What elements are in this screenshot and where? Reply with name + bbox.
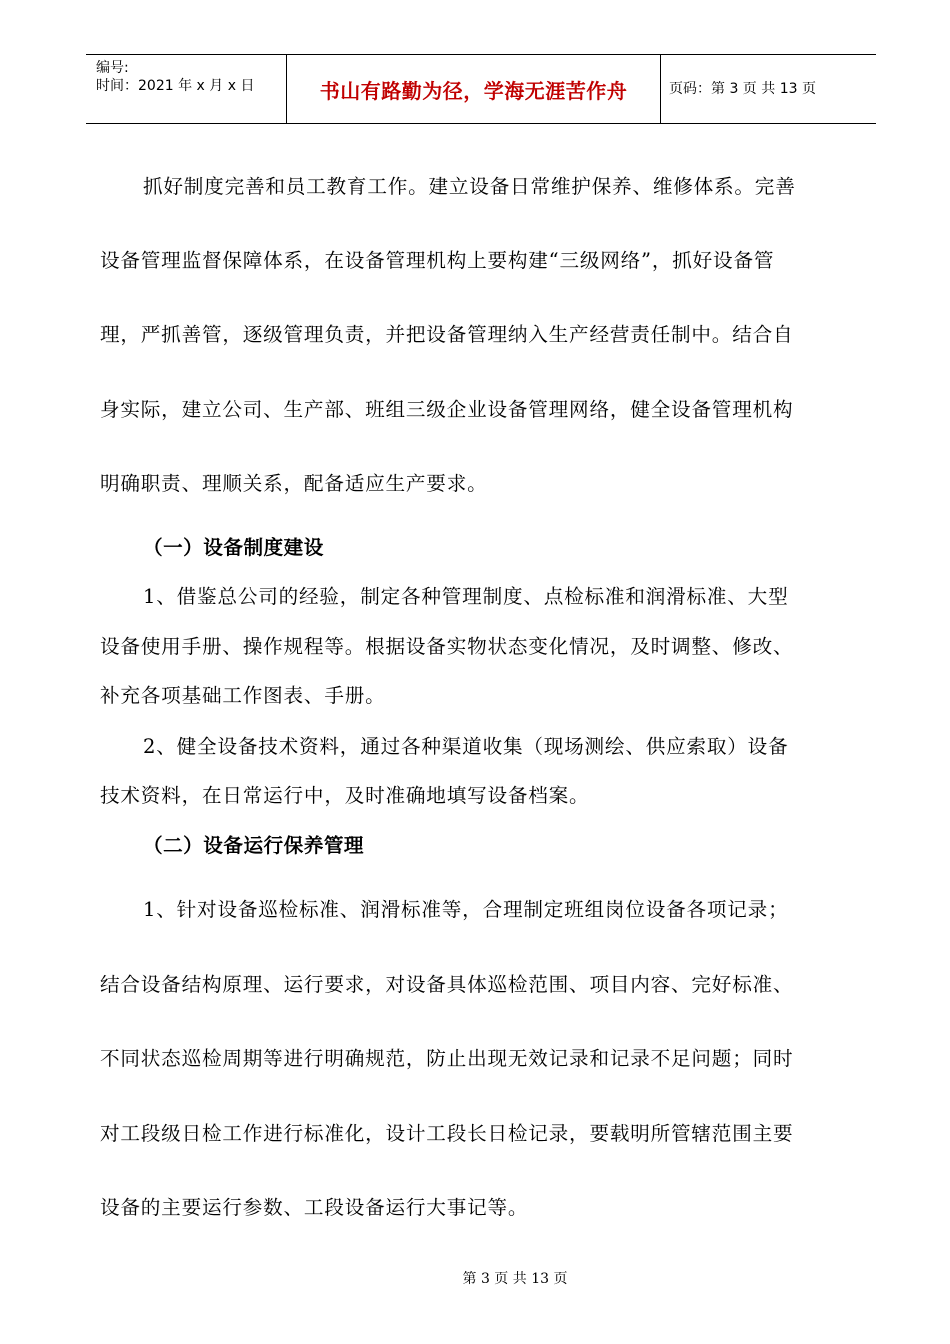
- section-2-item-1-line-4: 对工段级日检工作进行标准化，设计工段长日检记录，要载明所管辖范围主要: [100, 1122, 794, 1145]
- section-2-item-1-line-1: 1、针对设备巡检标准、润滑标准等，合理制定班组岗位设备各项记录；: [143, 898, 789, 921]
- section-1-item-1-line-3: 补充各项基础工作图表、手册。: [100, 684, 386, 707]
- paragraph-1-line-4: 身实际，建立公司、生产部、班组三级企业设备管理网络，健全设备管理机构: [100, 398, 794, 421]
- header-motto-cell: [287, 55, 661, 123]
- paragraph-1-line-5: 明确职责、理顺关系，配备适应生产要求。: [100, 472, 488, 495]
- paragraph-1-line-2: 设备管理监督保障体系，在设备管理机构上要构建“三级网络”，抓好设备管: [100, 249, 775, 272]
- paragraph-1-line-1: 抓好制度完善和员工教育工作。建立设备日常维护保养、维修体系。完善: [143, 175, 796, 198]
- section-heading-1: （一）设备制度建设: [143, 536, 324, 559]
- header-meta: [86, 55, 287, 123]
- header-motto: 书山有路勤为径，学海无涯苦作舟: [319, 78, 628, 103]
- header-page-label: 页码：第 3 页 共 13 页: [669, 80, 816, 97]
- section-1-item-1-line-2: 设备使用手册、操作规程等。根据设备实物状态变化情况，及时调整、修改、: [100, 635, 794, 658]
- section-2-item-1-line-5: 设备的主要运行参数、工段设备运行大事记等。: [100, 1196, 529, 1219]
- section-1-item-1-line-1: 1、借鉴总公司的经验，制定各种管理制度、点检标准和润滑标准、大型: [143, 585, 789, 608]
- section-heading-2: （二）设备运行保养管理: [143, 834, 365, 857]
- section-2-item-1-line-2: 结合设备结构原理、运行要求，对设备具体巡检范围、项目内容、完好标准、: [100, 973, 794, 996]
- document-time-label: 时间：2021 年 x 月 x 日: [96, 78, 255, 94]
- footer-page-number: 第 3 页 共 13 页: [462, 1271, 568, 1287]
- section-2-item-1-line-3: 不同状态巡检周期等进行明确规范，防止出现无效记录和记录不足问题；同时: [100, 1047, 794, 1070]
- section-1-item-2-line-1: 2、健全设备技术资料，通过各种渠道收集（现场测绘、供应索取）设备: [143, 735, 789, 758]
- document-number-label: 编号:: [96, 60, 129, 76]
- header-page-cell: [661, 55, 876, 123]
- page-header: [86, 54, 876, 124]
- page-footer: [0, 1268, 950, 1288]
- section-1-item-2-line-2: 技术资料，在日常运行中，及时准确地填写设备档案。: [100, 784, 590, 807]
- paragraph-1-line-3: 理，严抓善管，逐级管理负责，并把设备管理纳入生产经营责任制中。结合自: [100, 323, 794, 346]
